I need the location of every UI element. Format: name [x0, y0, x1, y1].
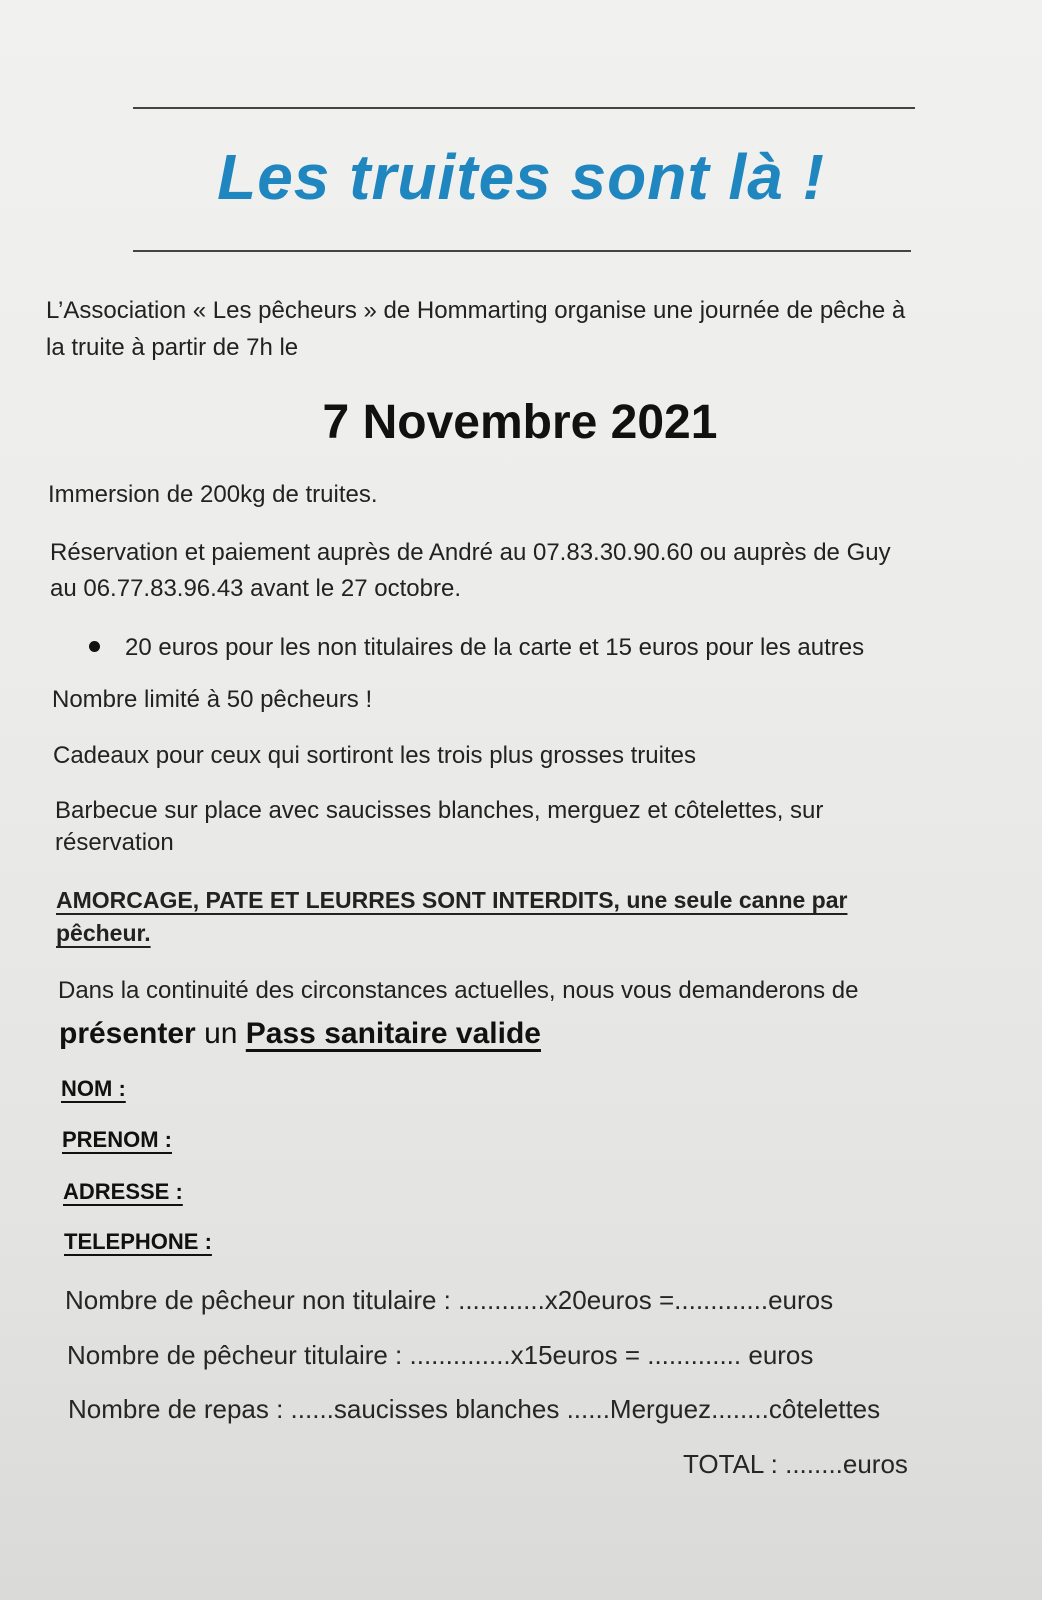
title-bottom-rule	[133, 250, 911, 252]
rules-line-2: pêcheur.	[56, 920, 151, 946]
limit-text: Nombre limité à 50 pêcheurs !	[52, 686, 373, 713]
order-non-titulaire: Nombre de pêcheur non titulaire : ............x20euros =.............euros	[65, 1285, 834, 1315]
barbecue-line-1: Barbecue sur place avec saucisses blanches, merguez et côtelettes, sur	[55, 797, 824, 824]
flyer-title: Les truites sont là !	[217, 141, 825, 213]
immersion-text: Immersion de 200kg de truites.	[48, 481, 378, 508]
present-word: présenter	[59, 1017, 196, 1050]
intro-line-2: la truite à partir de 7h le	[46, 334, 299, 361]
gifts-text: Cadeaux pour ceux qui sortiront les trois plus grosses truites	[53, 742, 696, 769]
sanitary-line-1: Dans la continuité des circonstances actuelles, nous vous demanderons de	[58, 977, 859, 1004]
event-date: 7 Novembre 2021	[322, 396, 718, 449]
sanitary-line-2	[59, 1012, 541, 1056]
order-total: TOTAL : ........euros	[683, 1449, 908, 1479]
price-bullet: 20 euros pour les non titulaires de la carte et 15 euros pour les autres	[125, 634, 865, 661]
reservation-line-1: Réservation et paiement auprès de André au 07.83.30.90.60 ou auprès de Guy	[50, 539, 891, 566]
order-repas: Nombre de repas : ......saucisses blanches ......Merguez........côtelettes	[68, 1394, 881, 1424]
pass-sanitaire-text: Pass sanitaire valide	[245, 1017, 541, 1050]
reservation-line-2: au 06.77.83.96.43 avant le 27 octobre.	[50, 575, 461, 602]
rules-line-1: AMORCAGE, PATE ET LEURRES SONT INTERDITS, une seule canne par	[56, 887, 848, 913]
nom-label: NOM :	[61, 1076, 126, 1101]
adresse-label: ADRESSE :	[63, 1179, 183, 1204]
un-word: un	[204, 1017, 238, 1050]
telephone-label: TELEPHONE :	[64, 1229, 212, 1254]
prenom-label: PRENOM :	[62, 1127, 172, 1152]
order-titulaire: Nombre de pêcheur titulaire : ..............x15euros = ............. euros	[67, 1340, 814, 1370]
barbecue-line-2: réservation	[55, 829, 174, 856]
title-top-rule	[133, 107, 915, 109]
bullet-icon	[89, 641, 100, 652]
intro-line-1: L’Association « Les pêcheurs » de Hommarting organise une journée de pêche à	[46, 297, 906, 324]
